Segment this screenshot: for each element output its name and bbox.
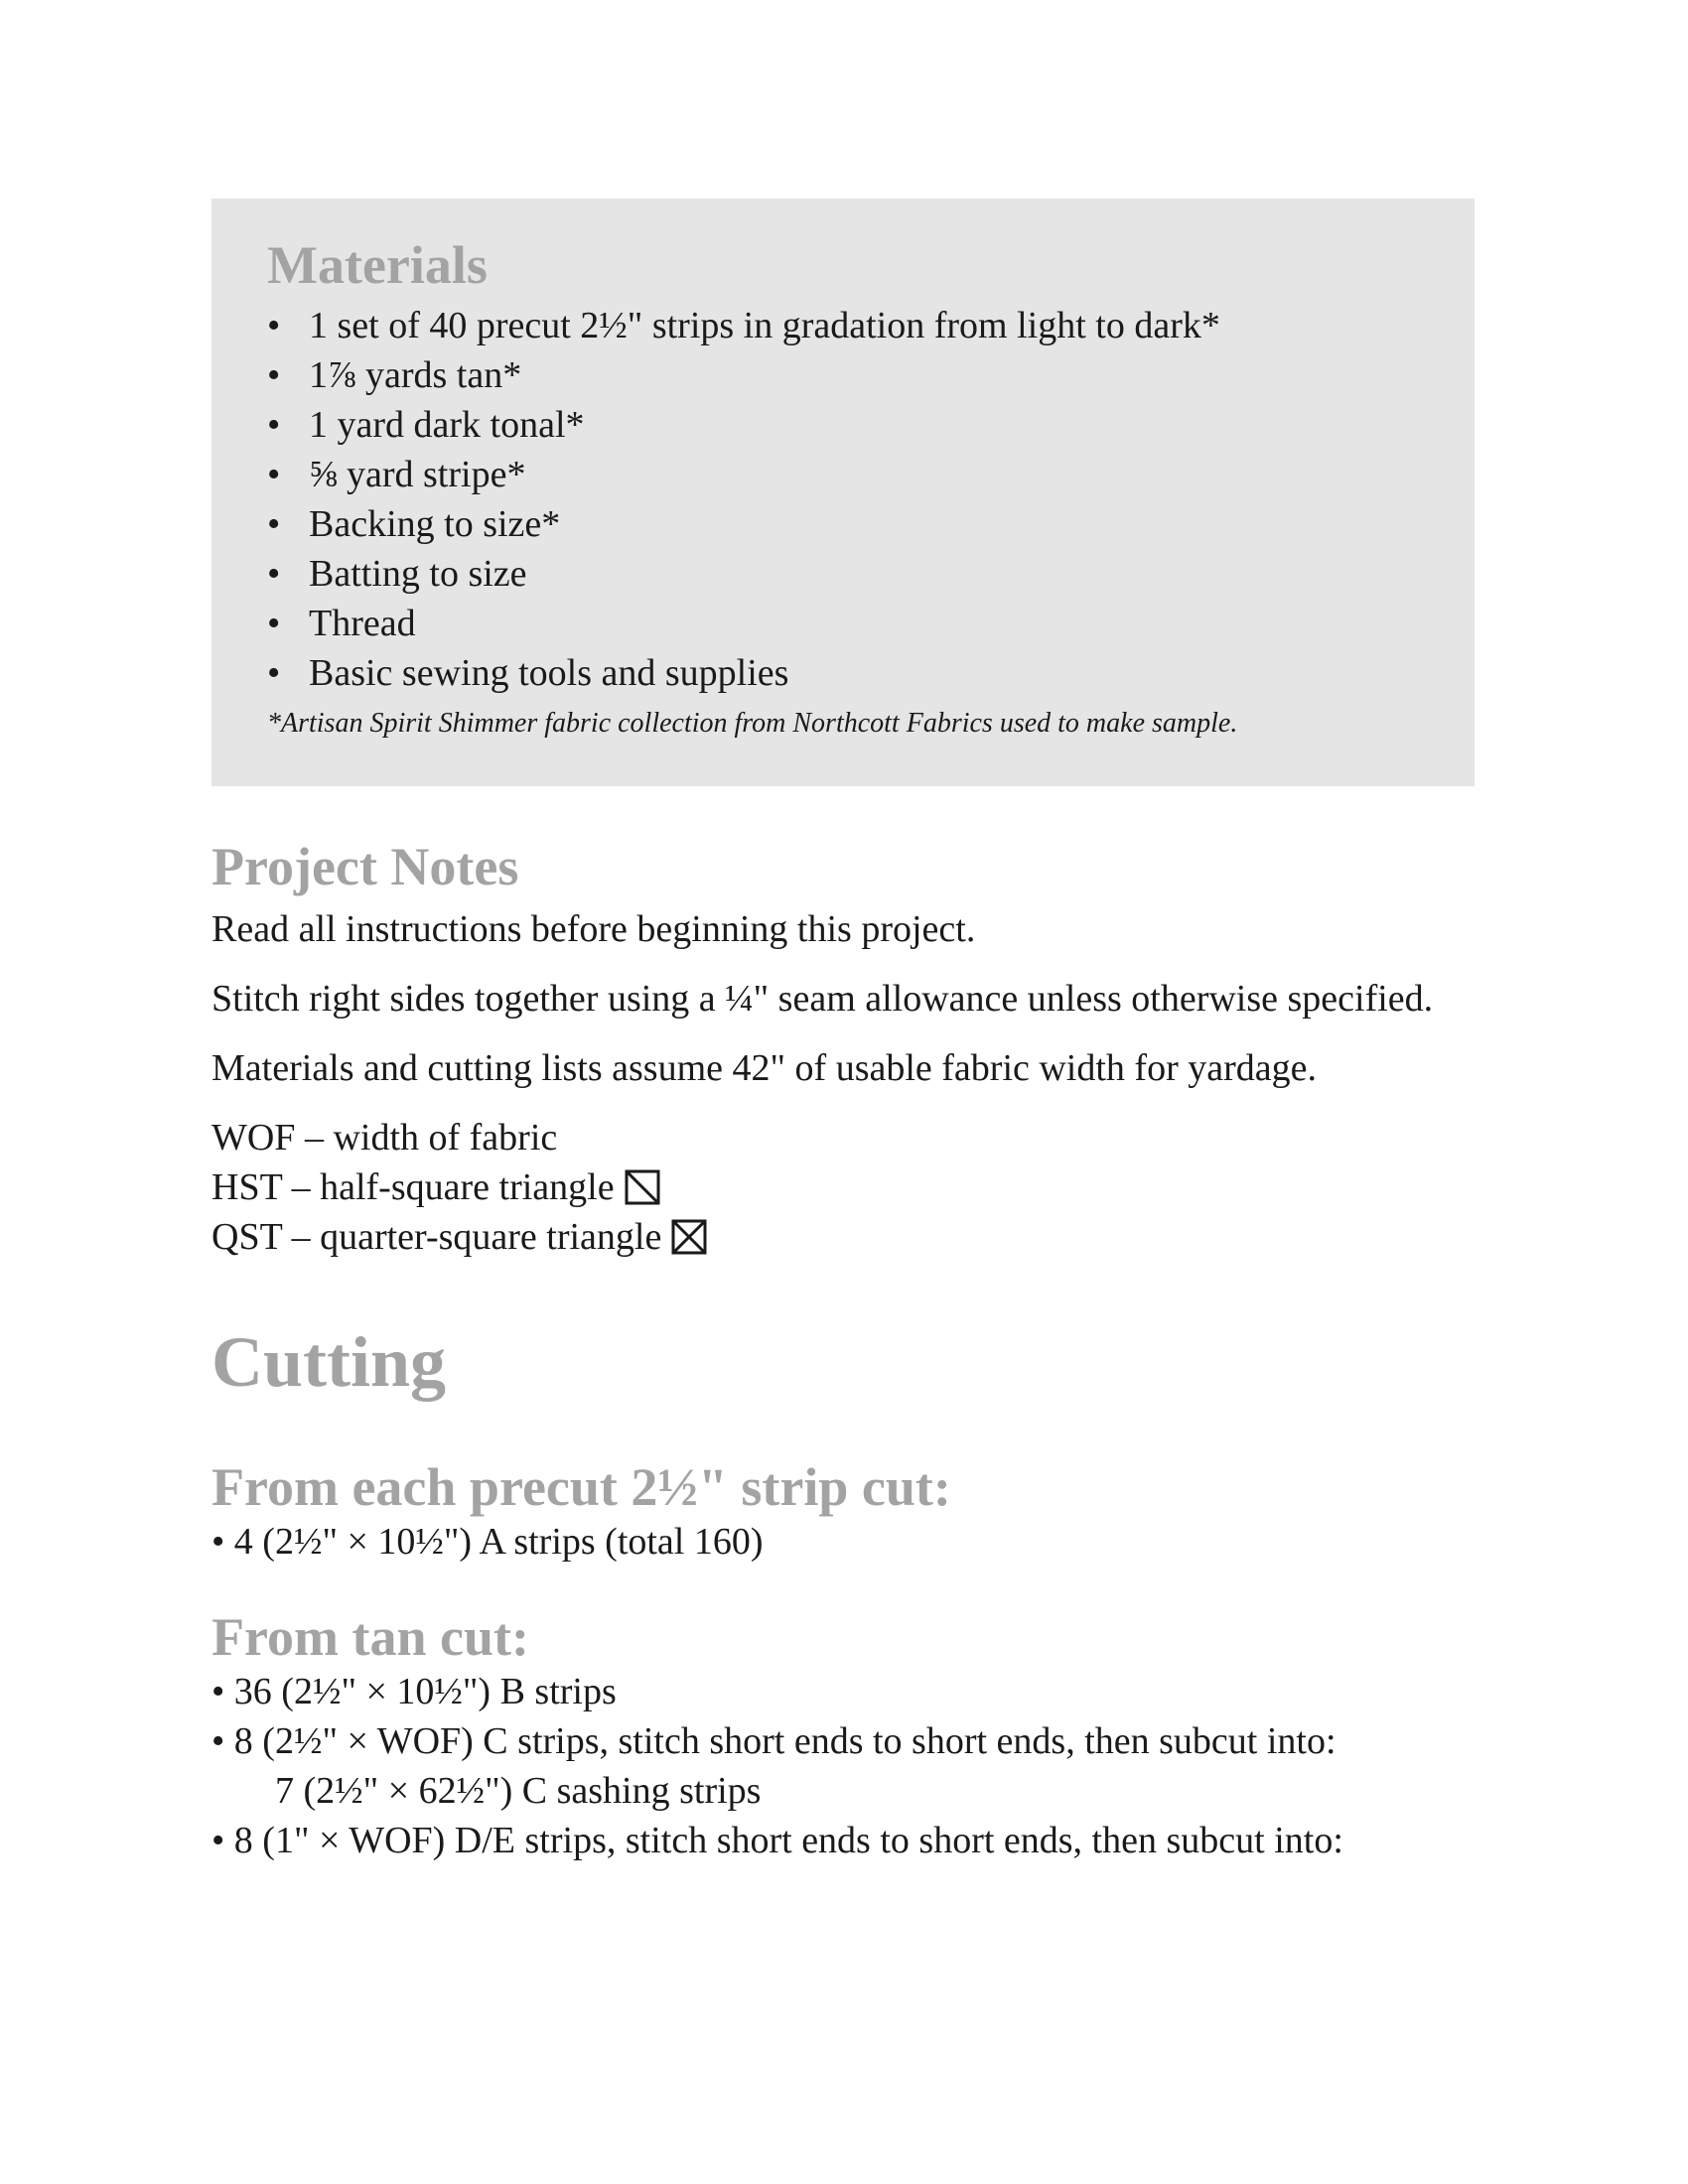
cutting-line: • 8 (1" × WOF) D/E strips, stitch short ends to short ends, then subcut into: xyxy=(211,1820,1343,1862)
note-paragraph: Materials and cutting lists assume 42" of usable fabric width for yardage. xyxy=(211,1047,1317,1090)
materials-item: • 1⅞ yards tan* xyxy=(267,350,1419,400)
materials-heading: Materials xyxy=(267,235,488,295)
abbreviation-qst xyxy=(211,1212,1475,1262)
materials-item: • Backing to size* xyxy=(267,499,1419,549)
half-square-triangle-icon xyxy=(625,1169,660,1205)
cutting-line: • 36 (2½" × 10½") B strips xyxy=(211,1671,617,1713)
abbreviations-list xyxy=(211,1113,1475,1262)
materials-item: • Thread xyxy=(267,599,1419,648)
materials-item: • Batting to size xyxy=(267,549,1419,599)
materials-item: • ⅝ yard stripe* xyxy=(267,450,1419,499)
cutting-heading: Cutting xyxy=(211,1322,447,1403)
materials-footnote: *Artisan Spirit Shimmer fabric collection from Northcott Fabrics used to make sample. xyxy=(267,708,1238,740)
project-notes-heading: Project Notes xyxy=(211,837,519,896)
cutting-subheading: From each precut 2½" strip cut: xyxy=(211,1456,951,1517)
abbreviation-text: WOF – width of fabric xyxy=(211,1117,558,1160)
cutting-line: • 8 (2½" × WOF) C strips, stitch short ends to short ends, then subcut into: xyxy=(211,1720,1336,1763)
cutting-subheading: From tan cut: xyxy=(211,1606,529,1667)
abbreviation-text: HST – half-square triangle xyxy=(211,1166,615,1209)
cutting-section-tan xyxy=(211,1608,1475,1865)
quarter-square-triangle-icon xyxy=(671,1219,707,1255)
materials-item: • Basic sewing tools and supplies xyxy=(267,648,1419,698)
cutting-line: • 4 (2½" × 10½") A strips (total 160) xyxy=(211,1520,764,1563)
abbreviation-hst xyxy=(211,1162,1475,1212)
note-paragraph: Read all instructions before beginning this project. xyxy=(211,908,976,951)
cutting-section-precut xyxy=(211,1458,1475,1567)
materials-item: • 1 set of 40 precut 2½" strips in gradation from light to dark* xyxy=(267,301,1419,350)
abbreviation-text: QST – quarter-square triangle xyxy=(211,1216,662,1259)
note-paragraph: Stitch right sides together using a ¼" seam allowance unless otherwise specified. xyxy=(211,978,1434,1021)
cutting-subline: 7 (2½" × 62½") C sashing strips xyxy=(275,1770,762,1813)
materials-box xyxy=(211,199,1475,786)
project-notes-section xyxy=(211,838,1475,1262)
abbreviation-wof xyxy=(211,1113,1475,1162)
materials-list xyxy=(267,301,1419,698)
materials-item: • 1 yard dark tonal* xyxy=(267,400,1419,450)
document-page xyxy=(211,199,1475,1865)
